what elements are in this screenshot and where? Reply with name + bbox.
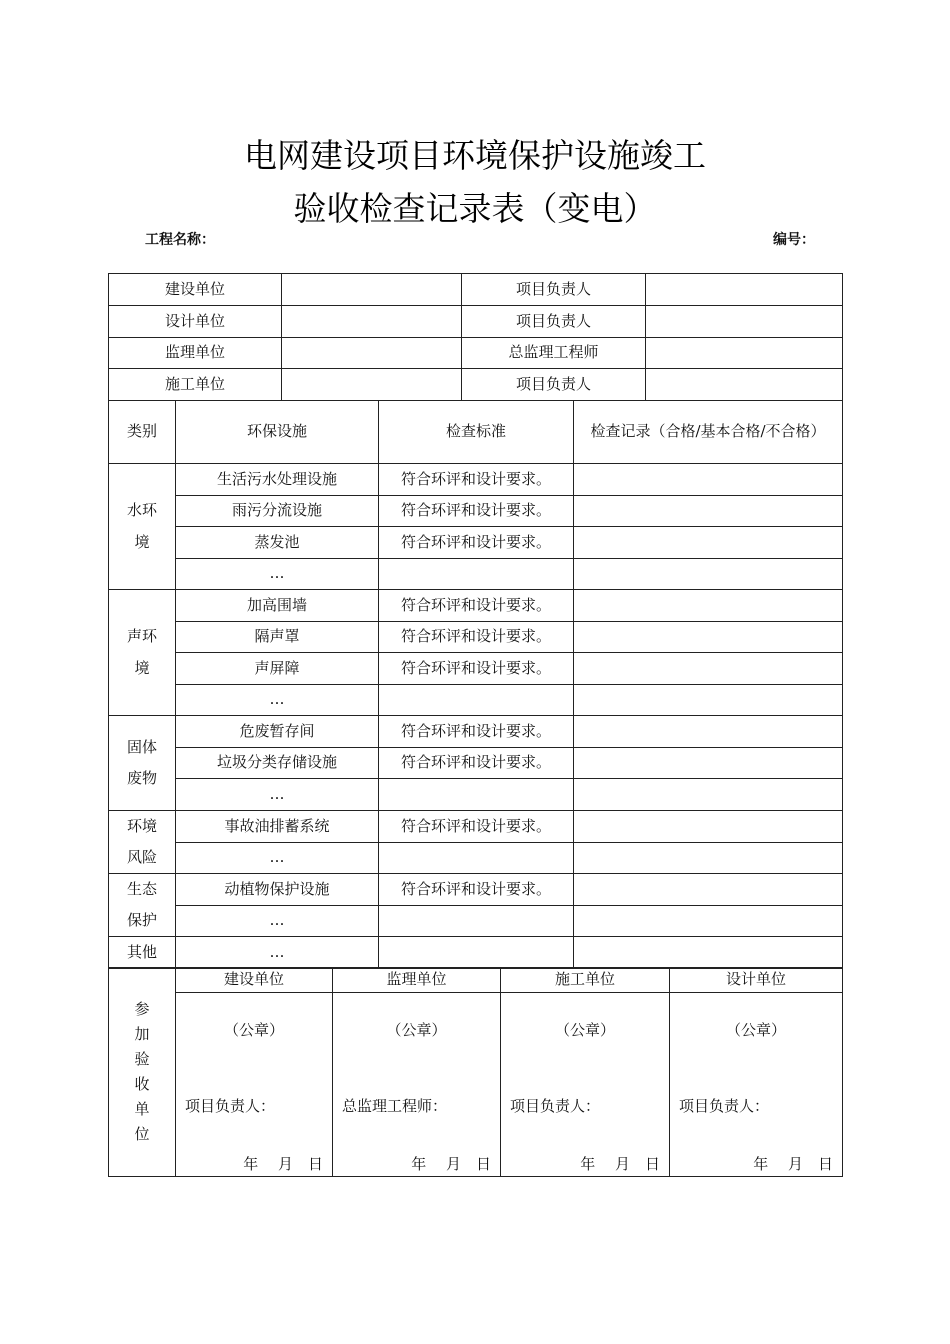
participant-unit-name: 施工单位 (500, 967, 670, 993)
date-label: 年 月 日 (580, 1155, 660, 1173)
facility-cell: 危废暂存间 (175, 715, 379, 748)
document-title-line1: 电网建设项目环境保护设施竣工 (244, 136, 706, 175)
category-name: 水环境 (126, 501, 157, 551)
standard-cell: 符合环评和设计要求。 (378, 810, 574, 843)
standard-cell: 符合环评和设计要求。 (378, 526, 574, 559)
standard-cell (378, 684, 574, 716)
category-name: 环境风险 (126, 816, 157, 866)
standard-cell (378, 778, 574, 811)
standard-cell: 符合环评和设计要求。 (378, 747, 574, 779)
facility-cell: 生活污水处理设施 (175, 463, 379, 496)
header-category: 类别 (108, 400, 176, 464)
category-label (108, 589, 176, 716)
record-field[interactable] (573, 936, 843, 969)
record-field[interactable] (573, 652, 843, 685)
info-unit-field[interactable] (281, 337, 462, 369)
participants-label (108, 967, 176, 1177)
participant-sign-box[interactable] (175, 992, 333, 1177)
date-label: 年 月 日 (753, 1155, 833, 1173)
standard-cell: 符合环评和设计要求。 (378, 589, 574, 622)
info-role-field[interactable] (645, 337, 843, 369)
date-label: 年 月 日 (411, 1155, 491, 1173)
record-field[interactable] (573, 463, 843, 496)
record-field[interactable] (573, 873, 843, 906)
record-field[interactable] (573, 589, 843, 622)
info-unit-label: 设计单位 (108, 305, 282, 338)
category-label (108, 463, 176, 590)
info-unit-label: 施工单位 (108, 368, 282, 401)
category-label (108, 873, 176, 937)
seal-placeholder: （公章） (223, 1021, 284, 1039)
participants-label-char: 加 (134, 1025, 150, 1043)
info-unit-label: 监理单位 (108, 337, 282, 369)
facility-cell: 隔声罩 (175, 621, 379, 653)
info-role-label: 项目负责人 (461, 368, 646, 401)
participants-label-char: 单 (134, 1100, 150, 1118)
category-label (108, 936, 176, 969)
record-field[interactable] (573, 810, 843, 843)
facility-cell: … (175, 778, 379, 811)
facility-cell: 蒸发池 (175, 526, 379, 559)
standard-cell (378, 905, 574, 937)
participants-label-char: 位 (134, 1125, 150, 1143)
participant-sign-box[interactable] (669, 992, 843, 1177)
record-field[interactable] (573, 905, 843, 937)
info-role-label: 总监理工程师 (461, 337, 646, 369)
seal-placeholder: （公章） (725, 1021, 786, 1039)
info-unit-label: 建设单位 (108, 273, 282, 306)
facility-cell: 动植物保护设施 (175, 873, 379, 906)
standard-cell (378, 936, 574, 969)
record-field[interactable] (573, 715, 843, 748)
standard-cell: 符合环评和设计要求。 (378, 715, 574, 748)
facility-cell: … (175, 905, 379, 937)
standard-cell: 符合环评和设计要求。 (378, 873, 574, 906)
participant-unit-name: 建设单位 (175, 967, 333, 993)
info-role-label: 项目负责人 (461, 305, 646, 338)
record-field[interactable] (573, 778, 843, 811)
participant-unit-name: 监理单位 (332, 967, 501, 993)
standard-cell: 符合环评和设计要求。 (378, 495, 574, 527)
signer-label: 项目负责人： (510, 1097, 601, 1115)
seal-placeholder: （公章） (554, 1021, 615, 1039)
category-label (108, 715, 176, 811)
category-name: 生态保护 (126, 879, 157, 929)
facility-cell: 雨污分流设施 (175, 495, 379, 527)
signer-label: 总监理工程师： (342, 1097, 448, 1115)
category-name: 其他 (126, 942, 157, 961)
participants-label-char: 收 (134, 1075, 150, 1093)
participant-sign-box[interactable] (332, 992, 501, 1177)
facility-cell: 加高围墙 (175, 589, 379, 622)
header-facility: 环保设施 (175, 400, 379, 464)
project-name-label: 工程名称： (145, 232, 215, 248)
info-role-field[interactable] (645, 273, 843, 306)
category-label (108, 810, 176, 874)
record-field[interactable] (573, 842, 843, 874)
facility-cell: … (175, 684, 379, 716)
standard-cell: 符合环评和设计要求。 (378, 463, 574, 496)
participants-label-char: 验 (134, 1050, 150, 1068)
record-field[interactable] (573, 495, 843, 527)
facility-cell: … (175, 558, 379, 590)
facility-cell: 事故油排蓄系统 (175, 810, 379, 843)
facility-cell: … (175, 936, 379, 969)
participant-unit-name: 设计单位 (669, 967, 843, 993)
record-field[interactable] (573, 526, 843, 559)
facility-cell: 垃圾分类存储设施 (175, 747, 379, 779)
signer-label: 项目负责人： (185, 1097, 276, 1115)
category-name: 声环境 (126, 627, 157, 677)
number-label: 编号： (773, 232, 815, 248)
date-label: 年 月 日 (243, 1155, 323, 1173)
standard-cell: 符合环评和设计要求。 (378, 621, 574, 653)
info-role-label: 项目负责人 (461, 273, 646, 306)
record-field[interactable] (573, 747, 843, 779)
standard-cell (378, 558, 574, 590)
seal-placeholder: （公章） (386, 1021, 447, 1039)
header-record: 检查记录（合格/基本合格/不合格） (573, 400, 843, 464)
standard-cell: 符合环评和设计要求。 (378, 652, 574, 685)
record-field[interactable] (573, 684, 843, 716)
header-standard: 检查标准 (378, 400, 574, 464)
signer-label: 项目负责人： (679, 1097, 770, 1115)
document-title-line2: 验收检查记录表（变电） (293, 189, 657, 228)
record-field[interactable] (573, 558, 843, 590)
facility-cell: … (175, 842, 379, 874)
info-role-field[interactable] (645, 368, 843, 401)
record-field[interactable] (573, 621, 843, 653)
participant-sign-box[interactable] (500, 992, 670, 1177)
info-unit-field[interactable] (281, 273, 462, 306)
participants-label-char: 参 (134, 1000, 150, 1018)
category-name: 固体废物 (126, 737, 157, 787)
info-unit-field[interactable] (281, 305, 462, 338)
info-unit-field[interactable] (281, 368, 462, 401)
standard-cell (378, 842, 574, 874)
info-role-field[interactable] (645, 305, 843, 338)
facility-cell: 声屏障 (175, 652, 379, 685)
